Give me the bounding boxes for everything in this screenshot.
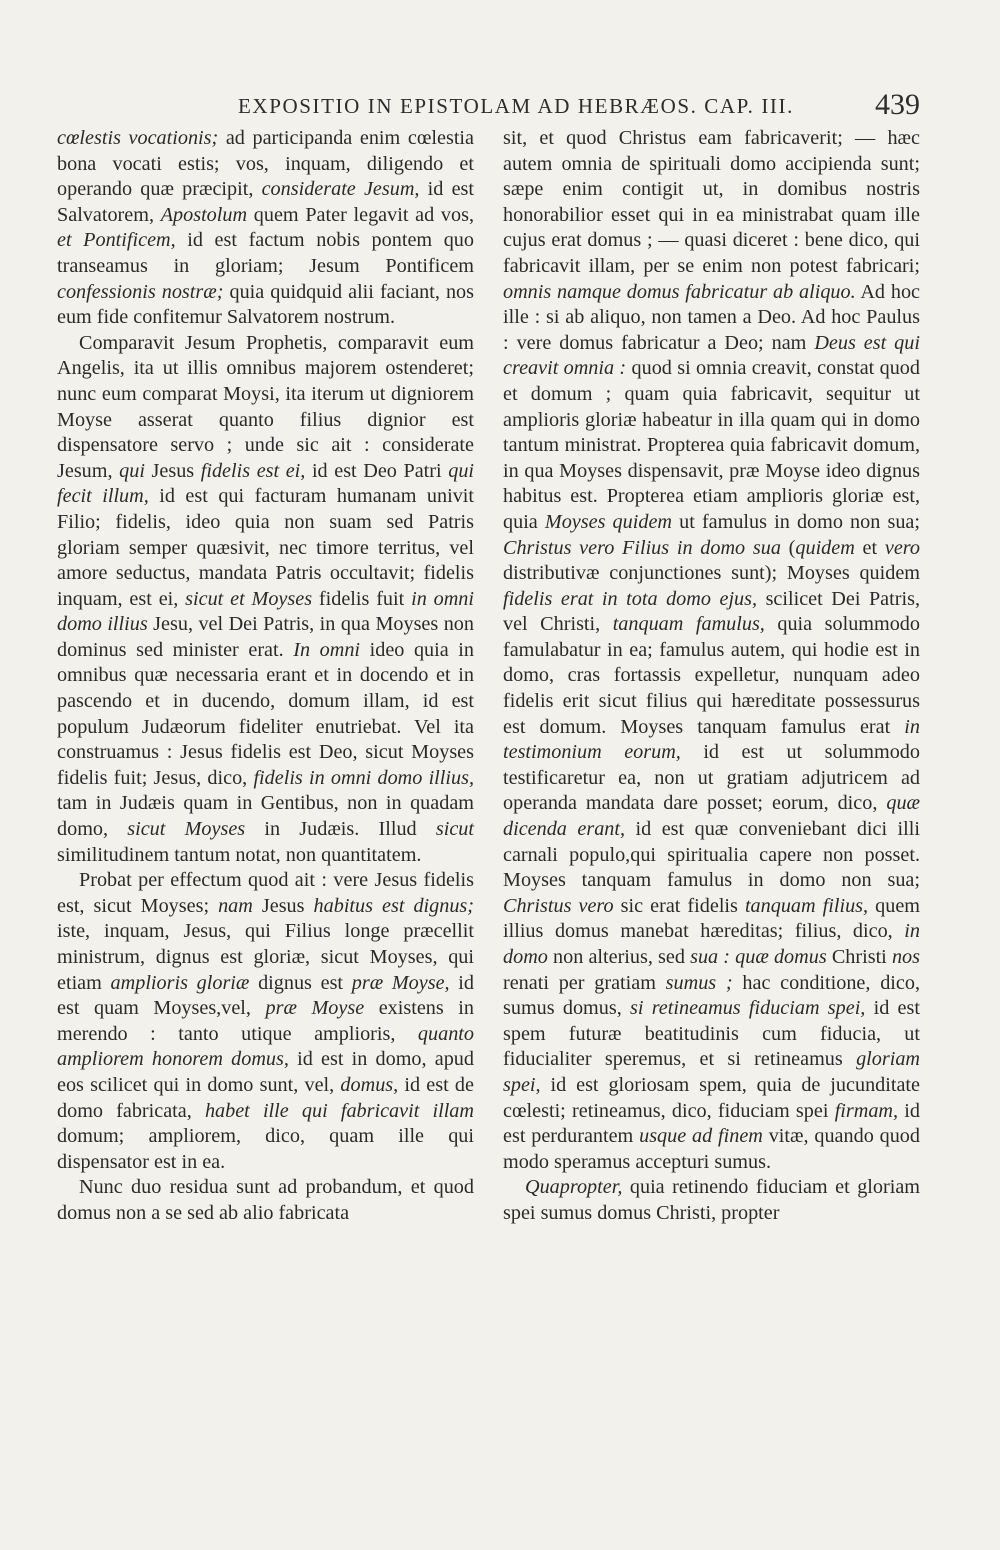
italic-text: nos	[891, 946, 920, 968]
italic-text: habitus est dignus;	[313, 894, 475, 917]
italic-text: quidem	[795, 536, 855, 559]
page-number: 439	[875, 88, 920, 121]
text-run: Probat per effectum quod ait : vere Jesus fidelis est, sicut Moyses;	[57, 869, 474, 917]
text-run: dignus est	[249, 971, 352, 994]
text-run: ut famulus in domo non sua;	[672, 510, 920, 533]
text-run: id est qui facturam humanam univit Filio; fidelis, ideo quia non suam sed Patris gloriam semper quæsivit, nec timore territus, vel amore seductus, mandata Patris occultavit; fidelis inquam, est ei,	[57, 485, 475, 610]
text-run: id est quæ conveniebant dici illi carnali populo,qui spiritualia capere non posset. Moyses tanquam famulus in domo non sua;	[503, 818, 920, 892]
text-run: ideo quia in omnibus quæ necessaria erant et in docendo et in pascendo et in ducendo, domum illam, id est populum Judæorum fideliter enutriebat. Vel ita construamus : Jesus fidelis est Deo, sicut Moyses fidelis fuit; Jesus, dico,	[57, 638, 474, 789]
text-run: non alterius, sed	[547, 946, 691, 968]
text-run: vitæ, quando quod modo speramus accepturi sumus.	[503, 1125, 920, 1173]
text-run: id est in domo, apud eos scilicet qui in domo sunt, vel,	[57, 1048, 474, 1096]
text-run: quod si omnia creavit, constat quod et domum ; quam quia fabricavit, sequitur ut amplioris gloriæ habeatur in illa quam qui in domo tantum ministrat. Propterea quia fabricavit domum, in qua Moyses dispensavit, præ Moyse ideo dignus habitus est. Propterea etiam amplioris gloriæ est, quia	[503, 357, 920, 533]
paragraph	[57, 1175, 474, 1226]
text-run: fidelis fuit	[312, 587, 412, 610]
text-run: id est factum nobis pontem quo transeamus in gloriam; Jesum Pontificem	[57, 229, 474, 277]
italic-text: tanquam filius,	[744, 894, 869, 917]
italic-text: fidelis est ei,	[200, 459, 306, 482]
text-run: id est spem futuræ beatitudinis cum fiducia, ut fiducialiter speremus, et si retineamus	[503, 997, 920, 1071]
italic-text: sumus ;	[665, 971, 733, 994]
text-run: (	[780, 536, 796, 559]
italic-text: si retineamus fiduciam spei,	[629, 997, 866, 1020]
italic-text: firmam,	[834, 1099, 899, 1122]
italic-text: Apostolum	[160, 203, 248, 226]
italic-text: domus,	[340, 1073, 399, 1096]
italic-text: præ Moyse,	[351, 971, 450, 994]
italic-text: omnis namque domus fabricatur ab aliquo.	[503, 280, 856, 303]
italic-text: sicut et Moyses	[185, 587, 313, 610]
italic-text: confessionis nostræ;	[57, 280, 224, 303]
italic-text: qui fecit illum,	[57, 459, 475, 508]
text-run: Jesu, vel Dei Patris, in qua Moyses non dominus sed minister erat.	[57, 613, 474, 661]
text-run: quem illius domus manebat hæreditas; filius, dico,	[503, 894, 920, 943]
text-run: existens in merendo : tanto utique amplioris,	[57, 997, 474, 1045]
paragraph	[57, 126, 474, 331]
italic-text: Deus est qui creavit omnia :	[503, 331, 920, 380]
text-run: id est gloriosam spem, quia de jucunditate cœlesti; retineamus, dico, fiduciam spei	[503, 1073, 920, 1122]
italic-text: et Pontificem,	[57, 229, 176, 252]
italic-text: considerate Jesum,	[261, 178, 420, 201]
italic-text: cœlestis vocationis;	[57, 127, 219, 149]
italic-text: præ Moyse	[265, 997, 365, 1020]
italic-text: in domo	[503, 920, 920, 968]
italic-text: sicut Moyses	[127, 818, 246, 841]
text-run: id est ut solummodo testificaretur ea, non ut gratiam adjutricem ad operanda mandata dare posset; eorum, dico,	[503, 741, 920, 815]
paragraph	[57, 331, 474, 868]
text-run: et	[854, 536, 885, 559]
running-head	[58, 88, 920, 128]
italic-text: sicut	[435, 818, 474, 841]
text-run: ad participanda enim cœlestia bona vocati estis; vos, inquam, diligendo et operando quæ præcipit,	[57, 127, 474, 201]
left-column	[57, 126, 474, 1227]
paragraph	[57, 868, 474, 1175]
text-run: Nunc duo residua sunt ad probandum, et quod domus non a se sed ab alio fabricata	[57, 1176, 474, 1224]
paragraph	[503, 126, 920, 1175]
text-run: id est Deo Patri	[305, 459, 449, 482]
text-run: iste, inquam, Jesus, qui Filius longe præcellit ministrum, dignus est gloriæ, sicut Moyses, qui etiam	[57, 920, 474, 994]
text-run: hac conditione, dico, sumus domus,	[503, 971, 920, 1020]
italic-text: Quapropter,	[525, 1176, 623, 1199]
text-run: id est Salvatorem,	[57, 178, 474, 226]
italic-text: usque ad finem	[639, 1125, 763, 1148]
italic-text: habet ille qui fabricavit illam	[204, 1099, 474, 1122]
text-run: Christi	[826, 946, 892, 968]
italic-text: in omni domo illius	[57, 587, 475, 636]
text-run: Ad hoc ille : si ab aliquo, non tamen a Deo. Ad hoc Paulus : vere domus fabricatur a Deo; nam	[503, 280, 920, 354]
text-run: quia solummodo famulabatur in ea; famulus autem, qui hodie est in domo, cras fortassis expelletur, nunquam adeo fidelis erit sicut filius qui hæreditate possessurus est domum. Moyses tanquam famulus erat	[503, 613, 920, 738]
text-run: quia retinendo fiduciam et gloriam spei sumus domus Christi, propter	[503, 1176, 920, 1224]
text-run: scilicet Dei Patris, vel Christi,	[503, 587, 920, 636]
text-run: sic erat fidelis	[613, 894, 745, 917]
text-run: id est quam Moyses,vel,	[57, 971, 475, 1020]
paragraph	[503, 1175, 920, 1226]
italic-text: Christus vero	[503, 894, 614, 917]
text-run: quem Pater legavit ad vos,	[247, 203, 474, 226]
text-run: id est perdurantem	[503, 1099, 921, 1148]
text-run: Jesus	[252, 894, 314, 917]
text-run: distributivæ conjunctiones sunt); Moyses quidem	[503, 562, 920, 585]
italic-text: tanquam famulus,	[612, 613, 765, 636]
italic-text: quæ dicenda erant,	[503, 792, 920, 841]
italic-text: vero	[884, 536, 920, 559]
text-run: quia quidquid alii faciant, nos eum fide confitemur Salvatorem nostrum.	[57, 280, 474, 329]
italic-text: nam	[218, 894, 253, 917]
text-run: Jesus	[144, 459, 201, 482]
text-run: in Judæis. Illud	[245, 818, 436, 841]
italic-text: amplioris gloriæ	[110, 971, 250, 994]
italic-text: In omni	[293, 638, 361, 661]
text-run: Comparavit Jesum Prophetis, comparavit eum Angelis, ita ut illis omnibus majorem ostenderet; nunc eum comparat Moysi, ita iterum ut digniorem Moyse asserat quanto filius dignior est dispensatore servo ; unde sic ait : considerate Jesum,	[57, 331, 474, 482]
text-run: tam in Judæis quam in Gentibus, non in quadam domo,	[57, 792, 474, 841]
italic-text: Christus vero Filius in domo sua	[503, 536, 781, 559]
italic-text: fidelis erat in tota domo ejus,	[503, 587, 758, 610]
text-run: domum; ampliorem, dico, quam ille qui dispensator est in ea.	[57, 1125, 474, 1173]
text-run: sit, et quod Christus eam fabricaverit; — hæc autem omnia de spirituali domo accipienda sunt; sæpe enim contigit ut, in domibus nostris honorabilior esset qui in ea ministrabat quam ille cujus erat domus ; — quasi diceret : bene dico, qui fabricavit illam, per se enim non potest fabricari;	[503, 127, 920, 277]
text-run: similitudinem tantum notat, non quantitatem.	[57, 843, 422, 866]
italic-text: sua : quæ domus	[690, 946, 827, 968]
running-title: EXPOSITIO IN EPISTOLAM AD HEBRÆOS. CAP. III.	[238, 94, 794, 118]
italic-text: fidelis in omni domo illius,	[253, 766, 475, 789]
italic-text: in testimonium eorum,	[503, 715, 920, 764]
italic-text: quanto ampliorem honorem domus,	[57, 1022, 474, 1071]
text-run: renati per gratiam	[503, 971, 666, 994]
italic-text: gloriam spei,	[503, 1048, 920, 1096]
text-run: id est de domo fabricata,	[57, 1073, 474, 1122]
right-column	[503, 126, 920, 1227]
italic-text: Moyses quidem	[544, 510, 672, 533]
italic-text: qui	[119, 459, 145, 482]
